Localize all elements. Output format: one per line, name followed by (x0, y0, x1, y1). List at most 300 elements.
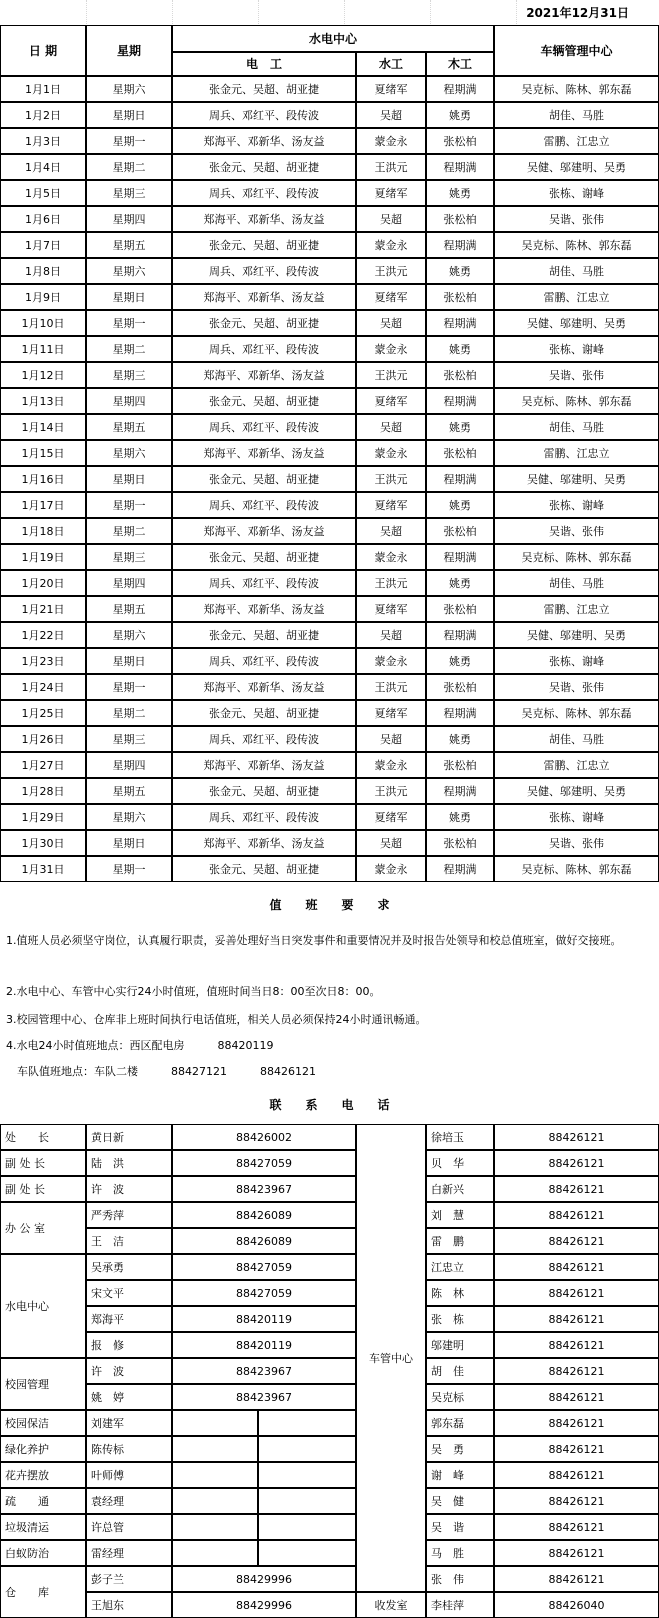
schedule-cell-date: 1月11日 (0, 336, 86, 362)
contact-name: 袁经理 (86, 1488, 172, 1514)
schedule-cell-weekday: 星期日 (86, 830, 172, 856)
schedule-cell-weekday: 星期三 (86, 180, 172, 206)
contact-department: 水电中心 (0, 1254, 86, 1358)
vehicle-contact-phone: 88426121 (494, 1514, 659, 1540)
schedule-cell-plumber: 蒙金永 (356, 856, 426, 882)
schedule-cell-date: 1月12日 (0, 362, 86, 388)
schedule-cell-plumber: 吴超 (356, 310, 426, 336)
schedule-cell-weekday: 星期日 (86, 648, 172, 674)
schedule-cell-weekday: 星期六 (86, 804, 172, 830)
schedule-cell-drivers: 张栋、谢峰 (494, 804, 659, 830)
schedule-cell-weekday: 星期六 (86, 258, 172, 284)
schedule-cell-plumber: 夏绪军 (356, 284, 426, 310)
schedule-cell-carpenter: 程期满 (426, 466, 494, 492)
contact-name: 陆 洪 (86, 1150, 172, 1176)
contact-name: 王 洁 (86, 1228, 172, 1254)
schedule-cell-carpenter: 张松柏 (426, 206, 494, 232)
schedule-cell-drivers: 雷鹏、江忠立 (494, 596, 659, 622)
schedule-cell-plumber: 王洪元 (356, 570, 426, 596)
requirement-item: 车队值班地点：车队二楼 88427121 88426121 (6, 1064, 316, 1078)
schedule-cell-drivers: 张栋、谢峰 (494, 492, 659, 518)
schedule-cell-drivers: 吴健、邬建明、吴勇 (494, 310, 659, 336)
empty-phone-cell (258, 1514, 356, 1540)
schedule-cell-electricians: 郑海平、邓新华、汤友益 (172, 440, 356, 466)
schedule-cell-plumber: 夏绪军 (356, 388, 426, 414)
schedule-cell-date: 1月4日 (0, 154, 86, 180)
schedule-cell-drivers: 吴克标、陈林、郭东磊 (494, 232, 659, 258)
schedule-cell-date: 1月10日 (0, 310, 86, 336)
schedule-cell-electricians: 周兵、邓红平、段传波 (172, 726, 356, 752)
contact-phone: 88429996 (172, 1592, 356, 1618)
schedule-cell-carpenter: 姚勇 (426, 570, 494, 596)
empty-phone-cell (172, 1410, 258, 1436)
schedule-cell-drivers: 雷鹏、江忠立 (494, 284, 659, 310)
vehicle-contact-phone: 88426121 (494, 1202, 659, 1228)
schedule-cell-electricians: 周兵、邓红平、段传波 (172, 804, 356, 830)
contact-name: 姚 婷 (86, 1384, 172, 1410)
schedule-cell-plumber: 吴超 (356, 414, 426, 440)
schedule-cell-carpenter: 张松柏 (426, 518, 494, 544)
schedule-cell-drivers: 吴谐、张伟 (494, 518, 659, 544)
schedule-cell-drivers: 雷鹏、江忠立 (494, 128, 659, 154)
schedule-cell-weekday: 星期二 (86, 518, 172, 544)
schedule-cell-drivers: 胡佳、马胜 (494, 726, 659, 752)
empty-phone-cell (172, 1462, 258, 1488)
schedule-cell-plumber: 吴超 (356, 206, 426, 232)
schedule-cell-weekday: 星期五 (86, 596, 172, 622)
schedule-cell-electricians: 张金元、吴超、胡亚捷 (172, 76, 356, 102)
schedule-cell-plumber: 蒙金永 (356, 752, 426, 778)
vehicle-contact-name: 贝 华 (426, 1150, 494, 1176)
schedule-cell-date: 1月17日 (0, 492, 86, 518)
schedule-cell-carpenter: 程期满 (426, 388, 494, 414)
schedule-cell-weekday: 星期一 (86, 856, 172, 882)
schedule-cell-weekday: 星期二 (86, 700, 172, 726)
contact-department: 绿化养护 (0, 1436, 86, 1462)
schedule-cell-date: 1月1日 (0, 76, 86, 102)
schedule-cell-carpenter: 张松柏 (426, 128, 494, 154)
gridline (344, 0, 345, 24)
schedule-cell-electricians: 张金元、吴超、胡亚捷 (172, 388, 356, 414)
schedule-cell-plumber: 王洪元 (356, 466, 426, 492)
contact-name: 许 波 (86, 1176, 172, 1202)
contact-department: 副 处 长 (0, 1150, 86, 1176)
vehicle-contact-name: 胡 佳 (426, 1358, 494, 1384)
contact-department: 校园管理 (0, 1358, 86, 1410)
requirements-title: 值 班 要 求 (269, 898, 390, 912)
vehicle-contact-name: 邬建明 (426, 1332, 494, 1358)
contact-department: 白蚁防治 (0, 1540, 86, 1566)
vehicle-contact-phone: 88426121 (494, 1306, 659, 1332)
schedule-cell-date: 1月25日 (0, 700, 86, 726)
schedule-cell-date: 1月5日 (0, 180, 86, 206)
schedule-cell-date: 1月19日 (0, 544, 86, 570)
requirement-item: 3.校园管理中心、仓库非上班时间执行电话值班，相关人员必须保持24小时通讯畅通。 (6, 1012, 427, 1026)
schedule-cell-carpenter: 张松柏 (426, 752, 494, 778)
empty-phone-cell (258, 1436, 356, 1462)
schedule-cell-date: 1月8日 (0, 258, 86, 284)
schedule-cell-plumber: 蒙金永 (356, 128, 426, 154)
schedule-cell-date: 1月18日 (0, 518, 86, 544)
schedule-cell-electricians: 周兵、邓红平、段传波 (172, 258, 356, 284)
contact-department: 副 处 长 (0, 1176, 86, 1202)
schedule-cell-carpenter: 张松柏 (426, 830, 494, 856)
contacts-title: 联 系 电 话 (269, 1098, 390, 1112)
schedule-cell-date: 1月7日 (0, 232, 86, 258)
vehicle-contact-phone: 88426121 (494, 1254, 659, 1280)
schedule-cell-date: 1月31日 (0, 856, 86, 882)
report-date: 2021年12月31日 (526, 6, 629, 20)
vehicle-contact-name: 吴 谐 (426, 1514, 494, 1540)
schedule-cell-plumber: 吴超 (356, 622, 426, 648)
schedule-cell-plumber: 吴超 (356, 102, 426, 128)
contact-department: 办 公 室 (0, 1202, 86, 1254)
mailroom-contact-name: 李桂萍 (426, 1592, 494, 1618)
vehicle-contact-phone: 88426121 (494, 1462, 659, 1488)
schedule-cell-carpenter: 张松柏 (426, 440, 494, 466)
schedule-cell-carpenter: 程期满 (426, 232, 494, 258)
schedule-cell-carpenter: 程期满 (426, 622, 494, 648)
schedule-cell-electricians: 张金元、吴超、胡亚捷 (172, 778, 356, 804)
schedule-cell-plumber: 王洪元 (356, 778, 426, 804)
contact-name: 雷经理 (86, 1540, 172, 1566)
contact-name: 许 波 (86, 1358, 172, 1384)
vehicle-contact-phone: 88426121 (494, 1384, 659, 1410)
schedule-cell-weekday: 星期日 (86, 466, 172, 492)
schedule-cell-date: 1月13日 (0, 388, 86, 414)
schedule-cell-drivers: 雷鹏、江忠立 (494, 440, 659, 466)
vehicle-contact-name: 陈 林 (426, 1280, 494, 1306)
schedule-cell-plumber: 吴超 (356, 726, 426, 752)
schedule-cell-carpenter: 姚勇 (426, 180, 494, 206)
schedule-cell-carpenter: 程期满 (426, 778, 494, 804)
contact-department: 处 长 (0, 1124, 86, 1150)
vehicle-contact-phone: 88426121 (494, 1176, 659, 1202)
schedule-cell-electricians: 张金元、吴超、胡亚捷 (172, 154, 356, 180)
requirement-item: 1.值班人员必须坚守岗位，认真履行职责，妥善处理好当日突发事件和重要情况并及时报告处领导和校总值班室，做好交接班。 (6, 934, 622, 947)
contact-name: 郑海平 (86, 1306, 172, 1332)
schedule-cell-electricians: 郑海平、邓新华、汤友益 (172, 284, 356, 310)
schedule-cell-carpenter: 姚勇 (426, 648, 494, 674)
vehicle-center-label: 车管中心 (356, 1124, 426, 1592)
schedule-cell-plumber: 蒙金永 (356, 544, 426, 570)
vehicle-contact-phone: 88426121 (494, 1150, 659, 1176)
vehicle-contact-name: 徐培玉 (426, 1124, 494, 1150)
empty-phone-cell (172, 1436, 258, 1462)
schedule-cell-date: 1月29日 (0, 804, 86, 830)
schedule-cell-drivers: 吴健、邬建明、吴勇 (494, 622, 659, 648)
vehicle-contact-phone: 88426121 (494, 1124, 659, 1150)
header-carpenter: 木工 (426, 52, 494, 76)
schedule-cell-electricians: 周兵、邓红平、段传波 (172, 414, 356, 440)
schedule-cell-carpenter: 姚勇 (426, 336, 494, 362)
vehicle-contact-phone: 88426121 (494, 1540, 659, 1566)
schedule-cell-date: 1月3日 (0, 128, 86, 154)
vehicle-contact-phone: 88426121 (494, 1332, 659, 1358)
vehicle-contact-phone: 88426121 (494, 1358, 659, 1384)
vehicle-contact-phone: 88426121 (494, 1566, 659, 1592)
vehicle-contact-name: 张 栋 (426, 1306, 494, 1332)
schedule-cell-carpenter: 程期满 (426, 310, 494, 336)
schedule-cell-carpenter: 程期满 (426, 856, 494, 882)
schedule-cell-electricians: 周兵、邓红平、段传波 (172, 102, 356, 128)
schedule-cell-plumber: 王洪元 (356, 258, 426, 284)
schedule-cell-drivers: 吴谐、张伟 (494, 674, 659, 700)
schedule-cell-weekday: 星期三 (86, 544, 172, 570)
schedule-cell-drivers: 吴谐、张伟 (494, 830, 659, 856)
contact-phone: 88427059 (172, 1280, 356, 1306)
schedule-cell-plumber: 王洪元 (356, 674, 426, 700)
contact-department: 花卉摆放 (0, 1462, 86, 1488)
contact-phone: 88426089 (172, 1228, 356, 1254)
schedule-cell-plumber: 吴超 (356, 518, 426, 544)
schedule-cell-weekday: 星期四 (86, 388, 172, 414)
schedule-cell-drivers: 吴谐、张伟 (494, 362, 659, 388)
empty-phone-cell (258, 1410, 356, 1436)
schedule-cell-carpenter: 张松柏 (426, 596, 494, 622)
vehicle-contact-name: 吴克标 (426, 1384, 494, 1410)
vehicle-contact-name: 谢 峰 (426, 1462, 494, 1488)
schedule-cell-carpenter: 姚勇 (426, 726, 494, 752)
schedule-cell-date: 1月24日 (0, 674, 86, 700)
header-electrician: 电 工 (172, 52, 356, 76)
schedule-cell-date: 1月23日 (0, 648, 86, 674)
schedule-cell-date: 1月27日 (0, 752, 86, 778)
schedule-cell-weekday: 星期四 (86, 206, 172, 232)
schedule-cell-date: 1月6日 (0, 206, 86, 232)
schedule-cell-date: 1月30日 (0, 830, 86, 856)
schedule-cell-electricians: 张金元、吴超、胡亚捷 (172, 700, 356, 726)
schedule-cell-electricians: 张金元、吴超、胡亚捷 (172, 856, 356, 882)
schedule-cell-weekday: 星期三 (86, 362, 172, 388)
schedule-cell-date: 1月26日 (0, 726, 86, 752)
requirement-item: 4.水电24小时值班地点：西区配电房 88420119 (6, 1038, 274, 1052)
schedule-cell-drivers: 吴克标、陈林、郭东磊 (494, 700, 659, 726)
schedule-cell-drivers: 胡佳、马胜 (494, 414, 659, 440)
requirement-item: 2.水电中心、车管中心实行24小时值班，值班时间当日8：00至次日8：00。 (6, 984, 381, 998)
schedule-cell-weekday: 星期一 (86, 128, 172, 154)
vehicle-contact-name: 刘 慧 (426, 1202, 494, 1228)
contact-name: 报 修 (86, 1332, 172, 1358)
header-weekday: 星期 (86, 25, 172, 76)
schedule-cell-weekday: 星期一 (86, 492, 172, 518)
schedule-cell-electricians: 周兵、邓红平、段传波 (172, 336, 356, 362)
empty-phone-cell (172, 1514, 258, 1540)
schedule-cell-carpenter: 姚勇 (426, 258, 494, 284)
schedule-cell-drivers: 吴健、邬建明、吴勇 (494, 466, 659, 492)
schedule-cell-electricians: 张金元、吴超、胡亚捷 (172, 310, 356, 336)
contact-phone: 88423967 (172, 1176, 356, 1202)
schedule-cell-weekday: 星期三 (86, 726, 172, 752)
vehicle-contact-name: 郭东磊 (426, 1410, 494, 1436)
contact-name: 王旭东 (86, 1592, 172, 1618)
contact-phone: 88423967 (172, 1384, 356, 1410)
schedule-cell-plumber: 夏绪军 (356, 804, 426, 830)
schedule-cell-plumber: 吴超 (356, 830, 426, 856)
schedule-cell-carpenter: 张松柏 (426, 362, 494, 388)
contact-phone: 88427059 (172, 1150, 356, 1176)
schedule-cell-electricians: 张金元、吴超、胡亚捷 (172, 232, 356, 258)
schedule-cell-weekday: 星期一 (86, 674, 172, 700)
schedule-cell-date: 1月14日 (0, 414, 86, 440)
gridline (258, 0, 259, 24)
schedule-cell-carpenter: 程期满 (426, 544, 494, 570)
schedule-cell-carpenter: 张松柏 (426, 674, 494, 700)
schedule-cell-electricians: 郑海平、邓新华、汤友益 (172, 596, 356, 622)
schedule-cell-drivers: 吴健、邬建明、吴勇 (494, 154, 659, 180)
contact-name: 许总管 (86, 1514, 172, 1540)
mailroom-label: 收发室 (356, 1592, 426, 1618)
schedule-cell-drivers: 吴克标、陈林、郭东磊 (494, 76, 659, 102)
schedule-cell-carpenter: 程期满 (426, 700, 494, 726)
mailroom-contact-phone: 88426040 (494, 1592, 659, 1618)
schedule-cell-electricians: 郑海平、邓新华、汤友益 (172, 206, 356, 232)
schedule-cell-plumber: 夏绪军 (356, 596, 426, 622)
contact-department: 仓 库 (0, 1566, 86, 1618)
contact-department: 校园保洁 (0, 1410, 86, 1436)
schedule-cell-electricians: 周兵、邓红平、段传波 (172, 570, 356, 596)
schedule-cell-weekday: 星期日 (86, 284, 172, 310)
vehicle-contact-name: 吴 健 (426, 1488, 494, 1514)
schedule-cell-date: 1月15日 (0, 440, 86, 466)
gridline (172, 0, 173, 24)
contact-phone: 88427059 (172, 1254, 356, 1280)
schedule-cell-weekday: 星期五 (86, 232, 172, 258)
vehicle-contact-name: 张 伟 (426, 1566, 494, 1592)
schedule-cell-plumber: 蒙金永 (356, 648, 426, 674)
schedule-cell-date: 1月22日 (0, 622, 86, 648)
vehicle-contact-phone: 88426121 (494, 1410, 659, 1436)
schedule-cell-weekday: 星期五 (86, 778, 172, 804)
header-plumber: 水工 (356, 52, 426, 76)
schedule-cell-plumber: 蒙金永 (356, 232, 426, 258)
header-vehicle-center: 车辆管理中心 (494, 25, 659, 76)
schedule-cell-electricians: 郑海平、邓新华、汤友益 (172, 674, 356, 700)
empty-phone-cell (258, 1488, 356, 1514)
schedule-cell-plumber: 蒙金永 (356, 336, 426, 362)
schedule-cell-electricians: 周兵、邓红平、段传波 (172, 648, 356, 674)
schedule-cell-electricians: 郑海平、邓新华、汤友益 (172, 128, 356, 154)
schedule-cell-electricians: 郑海平、邓新华、汤友益 (172, 362, 356, 388)
schedule-cell-drivers: 张栋、谢峰 (494, 336, 659, 362)
contact-name: 严秀萍 (86, 1202, 172, 1228)
schedule-cell-electricians: 周兵、邓红平、段传波 (172, 180, 356, 206)
vehicle-contact-name: 雷 鹏 (426, 1228, 494, 1254)
schedule-cell-weekday: 星期四 (86, 570, 172, 596)
schedule-cell-plumber: 夏绪军 (356, 76, 426, 102)
schedule-cell-date: 1月21日 (0, 596, 86, 622)
contact-name: 刘建军 (86, 1410, 172, 1436)
vehicle-contact-name: 江忠立 (426, 1254, 494, 1280)
vehicle-contact-name: 吴 勇 (426, 1436, 494, 1462)
schedule-cell-weekday: 星期二 (86, 336, 172, 362)
schedule-cell-plumber: 夏绪军 (356, 180, 426, 206)
schedule-cell-drivers: 胡佳、马胜 (494, 570, 659, 596)
schedule-cell-weekday: 星期一 (86, 310, 172, 336)
contact-name: 陈传标 (86, 1436, 172, 1462)
schedule-cell-weekday: 星期六 (86, 440, 172, 466)
contact-name: 宋文平 (86, 1280, 172, 1306)
schedule-cell-electricians: 周兵、邓红平、段传波 (172, 492, 356, 518)
header-water-power-center: 水电中心 (172, 25, 494, 52)
contact-phone: 88420119 (172, 1306, 356, 1332)
schedule-cell-weekday: 星期六 (86, 76, 172, 102)
schedule-cell-weekday: 星期四 (86, 752, 172, 778)
schedule-cell-weekday: 星期二 (86, 154, 172, 180)
vehicle-contact-phone: 88426121 (494, 1436, 659, 1462)
vehicle-contact-name: 马 胜 (426, 1540, 494, 1566)
vehicle-contact-phone: 88426121 (494, 1280, 659, 1306)
schedule-cell-weekday: 星期日 (86, 102, 172, 128)
schedule-cell-plumber: 蒙金永 (356, 440, 426, 466)
schedule-cell-carpenter: 程期满 (426, 76, 494, 102)
schedule-cell-carpenter: 张松柏 (426, 284, 494, 310)
empty-phone-cell (258, 1540, 356, 1566)
schedule-cell-date: 1月2日 (0, 102, 86, 128)
schedule-cell-drivers: 张栋、谢峰 (494, 180, 659, 206)
empty-phone-cell (172, 1488, 258, 1514)
schedule-cell-drivers: 吴谐、张伟 (494, 206, 659, 232)
schedule-cell-weekday: 星期五 (86, 414, 172, 440)
empty-phone-cell (172, 1540, 258, 1566)
gridline (86, 0, 87, 24)
schedule-cell-plumber: 夏绪军 (356, 492, 426, 518)
contact-name: 叶师傅 (86, 1462, 172, 1488)
schedule-cell-drivers: 张栋、谢峰 (494, 648, 659, 674)
schedule-cell-electricians: 张金元、吴超、胡亚捷 (172, 622, 356, 648)
schedule-cell-drivers: 胡佳、马胜 (494, 102, 659, 128)
schedule-cell-date: 1月28日 (0, 778, 86, 804)
schedule-cell-drivers: 雷鹏、江忠立 (494, 752, 659, 778)
schedule-cell-electricians: 郑海平、邓新华、汤友益 (172, 518, 356, 544)
schedule-cell-carpenter: 姚勇 (426, 102, 494, 128)
schedule-cell-drivers: 吴健、邬建明、吴勇 (494, 778, 659, 804)
schedule-cell-carpenter: 姚勇 (426, 414, 494, 440)
contact-department: 疏 通 (0, 1488, 86, 1514)
contact-name: 吴承勇 (86, 1254, 172, 1280)
contact-phone: 88420119 (172, 1332, 356, 1358)
vehicle-contact-phone: 88426121 (494, 1228, 659, 1254)
schedule-cell-plumber: 王洪元 (356, 154, 426, 180)
schedule-cell-electricians: 郑海平、邓新华、汤友益 (172, 752, 356, 778)
schedule-cell-drivers: 胡佳、马胜 (494, 258, 659, 284)
contact-department: 垃圾清运 (0, 1514, 86, 1540)
schedule-cell-electricians: 张金元、吴超、胡亚捷 (172, 544, 356, 570)
header-date: 日 期 (0, 25, 86, 76)
contact-phone: 88426002 (172, 1124, 356, 1150)
schedule-cell-carpenter: 程期满 (426, 154, 494, 180)
vehicle-contact-name: 白新兴 (426, 1176, 494, 1202)
schedule-cell-plumber: 夏绪军 (356, 700, 426, 726)
schedule-cell-electricians: 张金元、吴超、胡亚捷 (172, 466, 356, 492)
schedule-cell-date: 1月9日 (0, 284, 86, 310)
schedule-cell-weekday: 星期六 (86, 622, 172, 648)
empty-phone-cell (258, 1462, 356, 1488)
contact-phone: 88423967 (172, 1358, 356, 1384)
schedule-cell-plumber: 王洪元 (356, 362, 426, 388)
schedule-cell-carpenter: 姚勇 (426, 492, 494, 518)
vehicle-contact-phone: 88426121 (494, 1488, 659, 1514)
schedule-cell-drivers: 吴克标、陈林、郭东磊 (494, 388, 659, 414)
schedule-cell-drivers: 吴克标、陈林、郭东磊 (494, 544, 659, 570)
schedule-cell-drivers: 吴克标、陈林、郭东磊 (494, 856, 659, 882)
contact-name: 黄日新 (86, 1124, 172, 1150)
schedule-cell-carpenter: 姚勇 (426, 804, 494, 830)
schedule-cell-date: 1月16日 (0, 466, 86, 492)
contact-name: 彭子兰 (86, 1566, 172, 1592)
schedule-cell-date: 1月20日 (0, 570, 86, 596)
contact-phone: 88429996 (172, 1566, 356, 1592)
